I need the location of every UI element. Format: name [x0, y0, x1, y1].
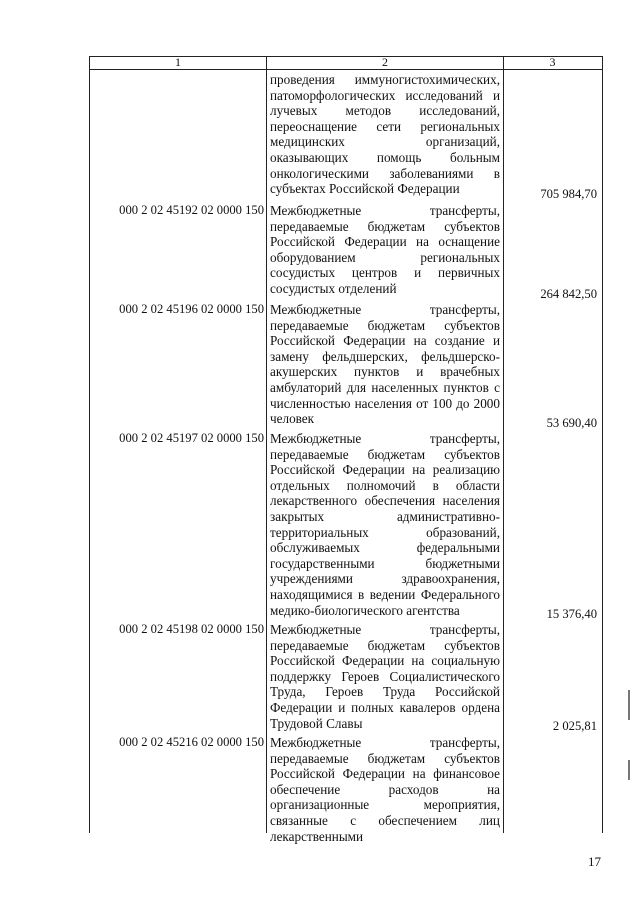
row-description: Межбюджетные трансферты, передаваемые бюджетам субъектов Российской Федерации на реализацию отдельных полномочий в области лекарственного обеспечения населения закрытых административно-территориальных образований, обслуживаемых федеральными государственными бюджетными учреждениями здравоохранения, находящимися в ведении Федерального медико-биологического агентства: [270, 431, 500, 618]
column-header-3: 3: [549, 55, 556, 69]
scan-mark: [628, 760, 630, 780]
row-code: 000 2 02 45197 02 0000 150: [119, 431, 264, 445]
row-amount: 2 025,81: [552, 719, 597, 733]
row-amount: 264 842,50: [540, 287, 597, 301]
column-header-2: 2: [382, 55, 388, 69]
row-code: 000 2 02 45216 02 0000 150: [119, 735, 264, 749]
column-divider-1: [266, 56, 267, 833]
row-description: Межбюджетные трансферты, передаваемые бюджетам субъектов Российской Федерации на оснащение оборудованием региональных сосудистых центров и первичных сосудистых отделений: [270, 203, 500, 296]
row-amount: 15 376,40: [546, 607, 597, 621]
row-description: Межбюджетные трансферты, передаваемые бюджетам субъектов Российской Федерации на социальную поддержку Героев Социалистического Труда, Героев Труда Российской Федерации и полных кавалеров ордена Трудовой Славы: [270, 622, 500, 731]
row-code: 000 2 02 45192 02 0000 150: [119, 203, 264, 217]
continuation-amount: 705 984,70: [540, 187, 597, 201]
row-description: Межбюджетные трансферты, передаваемые бюджетам субъектов Российской Федерации на создание и замену фельдшерских, фельдшерско-акушерских пунктов и врачебных амбулаторий для населенных пунктов с численностью населения от 100 до 2000 человек: [270, 302, 500, 427]
table-header-border: [89, 69, 602, 70]
row-code: 000 2 02 45198 02 0000 150: [119, 622, 264, 636]
row-amount: 53 690,40: [546, 416, 597, 430]
row-description: Межбюджетные трансферты, передаваемые бюджетам субъектов Российской Федерации на финансовое обеспечение расходов на организационные мероприятия, связанные с обеспечением лиц лекарственными: [270, 735, 500, 844]
page-number: 17: [588, 854, 601, 869]
row-code: 000 2 02 45196 02 0000 150: [119, 302, 264, 316]
scan-mark: [628, 690, 630, 720]
column-header-1: 1: [175, 55, 181, 69]
column-divider-2: [503, 56, 504, 833]
continuation-description: проведения иммуногистохимических, патоморфологических исследований и лучевых методов исследований, переоснащение сети региональных медицинских организаций, оказывающих помощь больным онкологическими заболеваниями в субъектах Российской Федерации: [270, 72, 500, 197]
